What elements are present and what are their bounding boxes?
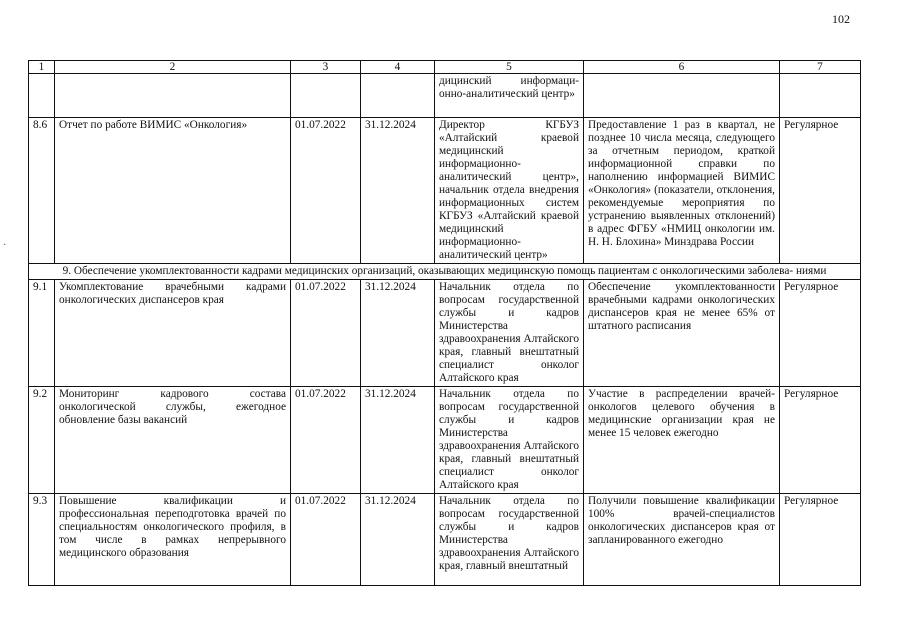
cell-name: Укомплектование врачебными кадрами онкологических диспансеров края (55, 280, 291, 387)
cell-end: 31.12.2024 (361, 118, 435, 264)
cell-type (780, 74, 861, 118)
cell-type: Регулярное (780, 280, 861, 387)
table-row-9-2 (29, 387, 861, 494)
cell-start: 01.07.2022 (291, 494, 361, 586)
cell-end (361, 74, 435, 118)
column-number-header-row (29, 61, 861, 74)
cell-end: 31.12.2024 (361, 280, 435, 387)
cell-num: 9.3 (29, 494, 55, 586)
col-header-7: 7 (780, 61, 861, 74)
section-9-heading-row (29, 264, 861, 280)
activity-plan-table (28, 60, 861, 586)
cell-responsible: Директор КГБУЗ «Алтайский краевой медицинский информационно-аналитический центр», начальник отдела внедрения информационных систем КГБУЗ «Алтайский краевой медицинский информационно-аналитический центр» (435, 118, 584, 264)
cell-name: Мониторинг кадрового состава онкологической службы, ежегодное обновление базы вакансий (55, 387, 291, 494)
col-header-6: 6 (584, 61, 780, 74)
cell-num: 8.6 (29, 118, 55, 264)
cell-start: 01.07.2022 (291, 280, 361, 387)
cell-result: Обеспечение укомплектованности врачебными кадрами онкологических диспансеров края не менее 65% от штатного расписания (584, 280, 780, 387)
cell-name (55, 74, 291, 118)
col-header-5: 5 (435, 61, 584, 74)
section-9-heading: 9. Обеспечение укомплектованности кадрами медицинских организаций, оказывающих медицинскую помощь пациентам с онкологическими заболева- ниями (29, 264, 861, 280)
page-number: 102 (832, 12, 850, 26)
cell-result: Участие в распределении врачей-онкологов целевого обучения в медицинские организации края не менее 15 человек ежегодно (584, 387, 780, 494)
cell-end: 31.12.2024 (361, 387, 435, 494)
col-header-4: 4 (361, 61, 435, 74)
cell-start: 01.07.2022 (291, 387, 361, 494)
cell-name: Отчет по работе ВИМИС «Онкология» (55, 118, 291, 264)
cell-end: 31.12.2024 (361, 494, 435, 586)
cell-responsible: Начальник отдела по вопросам государственной службы и кадров Министерства здравоохранения Алтайского края, главный внештатный специалист онколог Алтайского края (435, 280, 584, 387)
col-header-3: 3 (291, 61, 361, 74)
table-row-9-3 (29, 494, 861, 586)
cell-type: Регулярное (780, 387, 861, 494)
cell-responsible: Начальник отдела по вопросам государственной службы и кадров Министерства здравоохранения Алтайского края, главный внештатный (435, 494, 584, 586)
margin-mark: · (3, 240, 7, 251)
col-header-2: 2 (55, 61, 291, 74)
cell-result: Получили повышение квалификации 100% врачей-специалистов онкологических диспансеров края от запланированного ежегодно (584, 494, 780, 586)
cell-responsible: Начальник отдела по вопросам государственной службы и кадров Министерства здравоохранения Алтайского края, главный внештатный специалист онколог Алтайского края (435, 387, 584, 494)
cell-type: Регулярное (780, 494, 861, 586)
cell-start (291, 74, 361, 118)
cell-responsible: дицинский информаци- онно-аналитический центр» (435, 74, 584, 118)
table-row-continuation (29, 74, 861, 118)
cell-num (29, 74, 55, 118)
cell-type: Регулярное (780, 118, 861, 264)
table-row-9-1 (29, 280, 861, 387)
col-header-1: 1 (29, 61, 55, 74)
cell-start: 01.07.2022 (291, 118, 361, 264)
cell-result: Предоставление 1 раз в квартал, не позднее 10 числа месяца, следующего за отчетным периодом, краткой информационной справки по наполнению информацией ВИМИС «Онкология» (показатели, отклонения, рекомендуемые мероприятия по устранению выявленных отклонений) в адрес ФГБУ «НМИЦ онкологии им. Н. Н. Блохина» Минздрава России (584, 118, 780, 264)
cell-result (584, 74, 780, 118)
table-row-8-6 (29, 118, 861, 264)
cell-name: Повышение квалификации и профессиональная переподготовка врачей по специальностям онкологического профиля, в том числе в рамках непрерывного медицинского образования (55, 494, 291, 586)
cell-num: 9.1 (29, 280, 55, 387)
cell-num: 9.2 (29, 387, 55, 494)
